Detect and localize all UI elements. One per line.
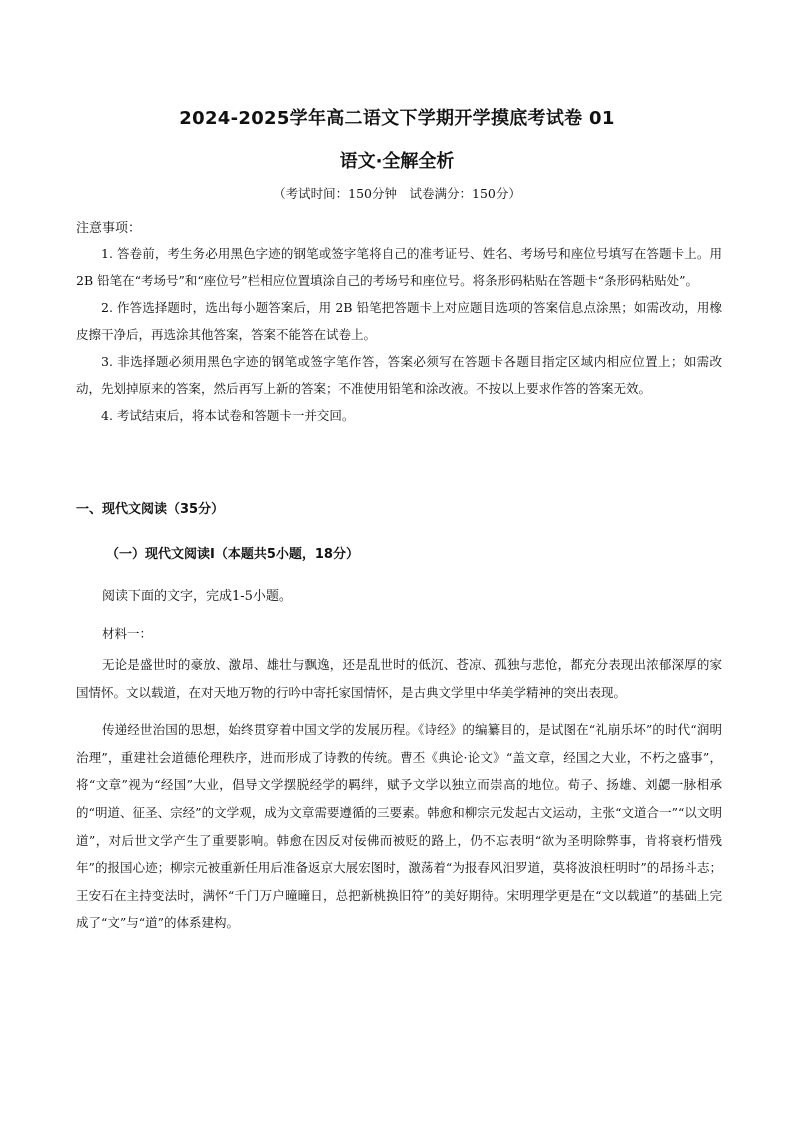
page-subtitle: 语文·全解全析	[339, 151, 455, 172]
notice-heading: 注意事项：	[76, 221, 142, 236]
exam-info: （考试时间：150分钟 试卷满分：150分）	[273, 186, 521, 201]
notice-item: 2. 作答选择题时，选出每小题答案后，用 2B 铅笔把答题卡上对应题目选项的答案信息点涂黑；如需改动，用橡皮擦干净后，再选涂其他答案，答案不能答在试卷上。	[76, 300, 722, 342]
notice-list	[76, 240, 722, 429]
material-label: 材料一：	[102, 626, 153, 641]
notice-item: 3. 非选择题必须用黑色字迹的钢笔或签字笔作答，答案必须写在答题卡各题目指定区域内相应位置上；如需改动，先划掉原来的答案，然后再写上新的答案；不准使用铅笔和涂改液。不按以上要求作答的答案无效。	[76, 354, 722, 396]
passage	[76, 651, 722, 947]
section-title: 一、现代文阅读（35分）	[76, 502, 225, 517]
passage-paragraph: 无论是盛世时的豪放、激昂、雄壮与飘逸，还是乱世时的低沉、苍凉、孤独与悲怆，都充分表现出浓郁深厚的家国情怀。文以载道，在对天地万物的行吟中寄托家国情怀，是古典文学里中华美学精神的突出表现。	[76, 657, 722, 700]
page-title: 2024-2025学年高二语文下学期开学摸底考试卷 01	[179, 108, 615, 129]
subsection-title: （一）现代文阅读Ⅰ（本题共5小题，18分）	[106, 547, 359, 562]
notice-item: 4. 考试结束后，将本试卷和答题卡一并交回。	[101, 408, 355, 423]
passage-paragraph: 传递经世治国的思想，始终贯穿着中国文学的发展历程。《诗经》的编纂目的，是试图在“礼崩乐坏”的时代“润明治理”，重建社会道德伦理秩序，进而形成了诗教的传统。曹丕《典论·论文》“盖文章，经国之大业，不朽之盛事”，将“文章”视为“经国”大业，倡导文学摆脱经学的羁绊，赋予文学以独立而崇高的地位。荀子、扬雄、刘勰一脉相承的“明道、征圣、宗经”的文学观，成为文章需要遵循的三要素。韩愈和柳宗元发起古文运动，主张“文道合一”“以文明道”，对后世文学产生了重要影响。韩愈在因反对佞佛而被贬的路上，仍不忘表明“欲为圣明除弊事，肯将衰朽惜残年”的报国心迹；柳宗元被重新任用后准备返京大展宏图时，激荡着“为报春风汨罗道，莫将波浪枉明时”的昂扬斗志；王安石在主持变法时，满怀“千门万户曈曈日，总把新桃换旧符”的美好期待。宋明理学更是在“文以载道”的基础上完成了“文”与“道”的体系建构。	[76, 722, 722, 931]
notice-item: 1. 答卷前，考生务必用黑色字迹的钢笔或签字笔将自己的准考证号、姓名、考场号和座位号填写在答题卡上。用 2B 铅笔在“考场号”和“座位号”栏相应位置填涂自己的考场号和座位号。将条形码粘贴在答题卡“条形码粘贴处”。	[76, 246, 722, 288]
reading-instruction: 阅读下面的文字，完成1-5小题。	[102, 589, 292, 604]
